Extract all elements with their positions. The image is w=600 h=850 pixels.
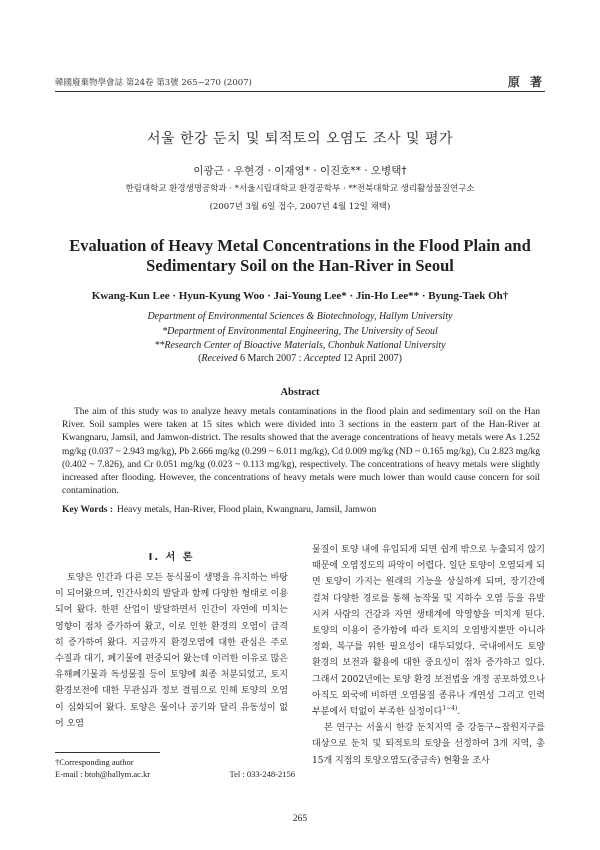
authors-english: Kwang-Kun Lee · Hyun-Kyung Woo · Jai-Young Lee* · Jin-Ho Lee** · Byung-Taek Oh† [91,290,509,302]
intro-paragraph-1-continued-text: 물질이 토양 내에 유입되게 되면 쉽게 밖으로 누출되지 않기 때문에 오염정도의 파악이 어렵다. 일단 토양이 오염되게 되면 토양이 가지는 원래의 기능을 상실하게 되며, 장기간에 걸쳐 다양한 경로를 통해 농작물 및 지하수 오염 등을 유발시켜 사람의 건강과 자연 생태계에 악영향을 미치게 된다. 토양의 이용이 증가함에 따라 토지의 오염방지뿐만 아니라 정화, 복구를 위한 필요성이 대두되었다. 국내에서도 토양 환경의 보전과 활용에 대한 중요성이 점차 증가하고 있다. 그래서 2002년에는 토양 환경 보전법을 개정 공포하였으나 아직도 외국에 비하면 오염물질 종류나 개연성 그리고 인력 부분에서 턱없이 부족한 실정이다 [312,545,545,718]
header-rule [55,91,545,92]
received-label: Received [201,353,238,364]
section-heading-introduction: I. 서 론 [148,552,195,563]
accepted-label: Accepted [303,353,341,364]
abstract-text: The aim of this study was to analyze heavy metals contaminations in the flood plain and sedimentary soil on the Han River. Soil samples were taken at 15 sites which were divided into 3 sections in the eastern part of the Han-River at Kwangnaru, Jamsil, and Jamwon-district. The results showed that the average concentrations of heavy metals were As 1.252 mg/kg (0.037 ~ 2.943 mg/kg), Pb 2.666 mg/kg (0.299 ~ 6.011 mg/kg), Cd 0.009 mg/kg (ND ~ 0.165 mg/kg), Cu 2.823 mg/kg (0.402 ~ 7.826), and Cr 0.051 mg/kg (0.023 ~ 0.113 mg/kg), respectively. The concentrations of heavy metals were slightly increased after flooding. However, the concentrations of heavy metals were much lower than would cause concern for soil contamination. [62,407,540,497]
footnote-rule [55,752,160,753]
title-english-line-2: Sedimentary Soil on the Han-River in Seoul [146,256,454,275]
affiliation-1: Department of Environmental Sciences & Biotechnology, Hallym University [147,311,453,322]
title-korean: 서울 한강 둔치 및 퇴적토의 오염도 조사 및 평가 [146,131,454,147]
received-separator: : [296,353,304,364]
body-column-right [312,542,545,769]
running-header [55,76,545,88]
received-date: 6 March 2007 [240,353,297,364]
abstract-heading: Abstract [280,387,320,398]
affiliations-english [55,310,545,354]
intro-paragraph-2: 본 연구는 서울시 한강 둔치지역 중 강동구~잠원지구를 대상으로 둔치 및 퇴적토의 토양을 선정하여 3개 지역, 총 15개 지점의 토양오염도(중금속) 현황을 조사 [312,723,545,766]
section-tag: 原 著 [507,75,545,89]
footnote-email: E-mail : btoh@hallym.ac.kr [55,769,151,779]
received-paren-close: ) [398,353,402,364]
intro-paragraph-1-continued [312,542,545,720]
journal-citation: 韓國廢棄物學會誌 第24卷 第3號 265~270 (2007) [55,78,252,88]
received-dates [55,353,545,364]
dates-korean: (2007년 3월 6일 접수, 2007년 4월 12일 채택) [209,202,391,212]
footnote-tel: Tel : 033-248-2156 [229,769,295,779]
keywords-text: Heavy metals, Han-River, Flood plain, Kwangnaru, Jamsil, Jamwon [117,505,377,515]
title-english-line-1: Evaluation of Heavy Metal Concentrations in the Flood Plain and [69,236,531,255]
intro-paragraph-1-end: . [457,707,461,718]
affiliation-3: **Research Center of Bioactive Materials, Chonbuk National University [154,340,446,351]
citation-reference: 1~4) [442,705,458,713]
authors-korean: 이광근 · 우현경 · 이재영* · 이진호** · 오병택† [193,165,407,177]
affiliations-korean: 한림대학교 환경생명공학과 · *서울시립대학교 환경공학부 · **전북대학교 생리활성물질연구소 [125,184,475,194]
received-paren-open: ( [198,353,202,364]
title-english [55,236,545,276]
affiliation-2: *Department of Environmental Engineering, The University of Seoul [162,325,438,337]
accepted-date: 12 April 2007 [343,353,399,364]
footnote-contact-row [55,768,295,780]
corresponding-author-footnote [55,756,295,780]
keywords-label: Key Words : [62,505,114,515]
footnote-label: †Corresponding author [55,757,134,767]
intro-paragraph-1: 토양은 인간과 다른 모든 동식물이 생명을 유지하는 바탕이 되어왔으며, 인간사회의 발달과 함께 다양한 형태로 이용되어 왔다. 한편 산업이 발달하면서 인간이 자연에 미치는 영향이 점차 증가하여 왔고, 이로 인한 환경의 오염이 급격히 증가하여 왔다. 지금까지 환경오염에 대한 관심은 주로 수질과 대기, 폐기물에 편중되어 왔는데 이러한 이유로 많은 유해폐기물과 독성물질 등이 토양에 최종 처분되었고, 토지 환경보전에 대한 무관심과 정보 결핍으로 인해 토양의 오염이 심화되어 왔다. 토양은 물이나 공기와 달리 유동성이 없어 오염 [55,573,288,729]
keywords [62,505,540,515]
page-number: 265 [292,814,308,824]
body-column-left [55,570,288,732]
